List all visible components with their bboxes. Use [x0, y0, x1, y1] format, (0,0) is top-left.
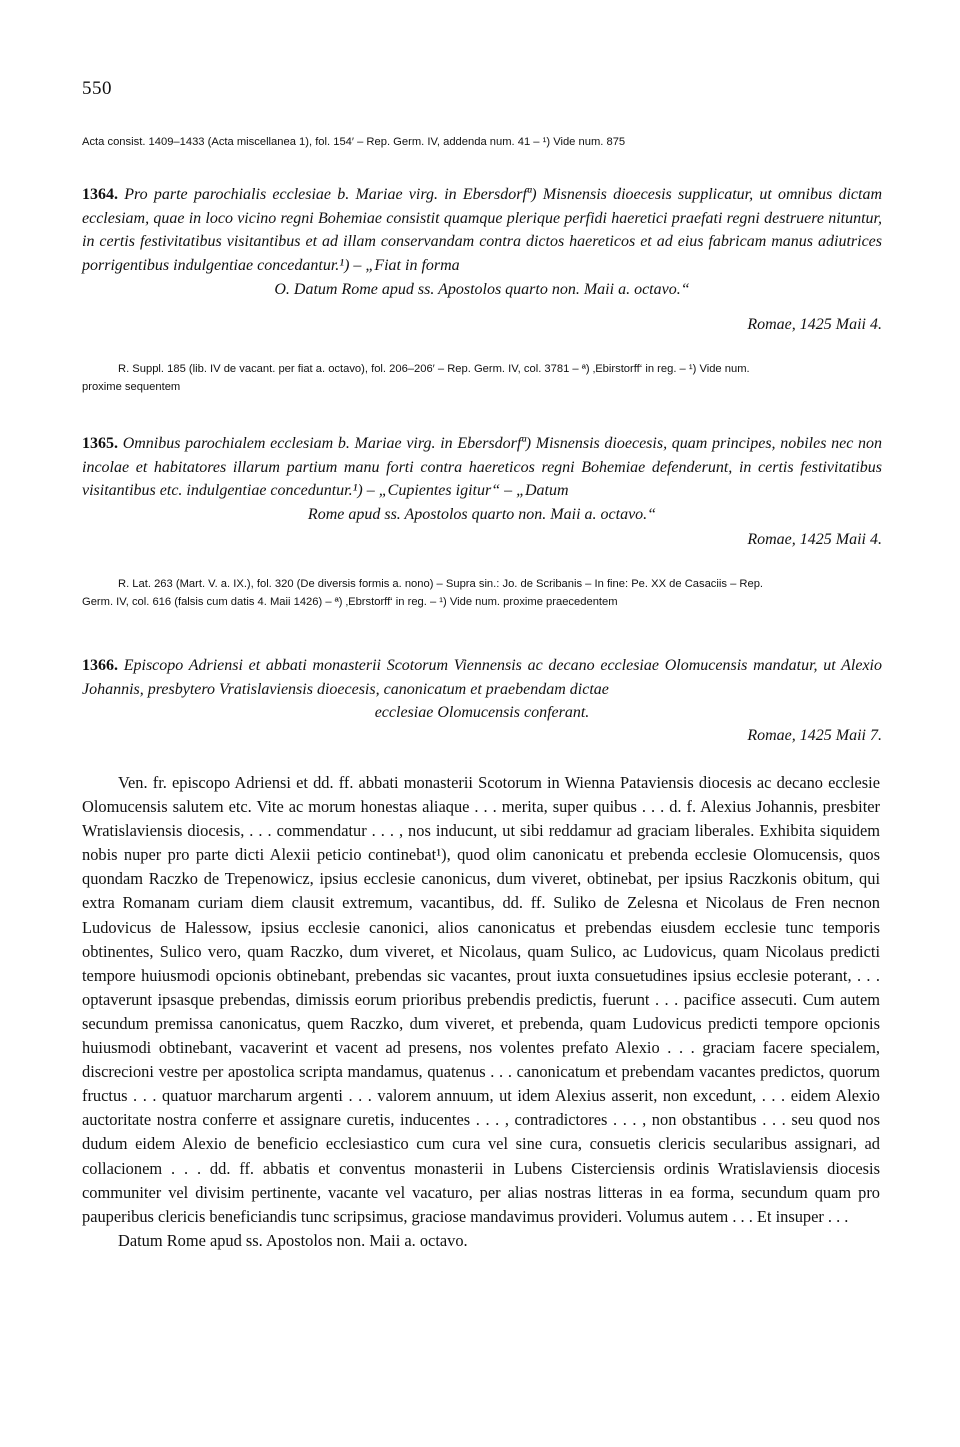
page-number: 550: [82, 78, 112, 99]
note-line: proxime sequentem: [82, 381, 181, 393]
source-note-top: Acta consist. 1409–1433 (Acta miscellanea 1), fol. 154′ – Rep. Germ. IV, addenda num. 41 – ¹) Vide num. 875: [82, 136, 626, 148]
entry-summary-end: O. Datum Rome apud ss. Apostolos quarto non. Maii a. octavo.“: [274, 280, 690, 298]
letter-closing: Datum Rome apud ss. Apostolos non. Maii a. octavo.: [118, 1230, 468, 1250]
entry-1364-note: [82, 360, 882, 396]
entry-number: 1365.: [82, 435, 118, 452]
entry-summary: Episcopo Adriensi et abbati monasterii Scotorum Viennensis ac decano ecclesiae Olomucensis mandatur, ut Alexio Johannis, presbytero Vratislaviensis dioecesis, canonicatum et praebendam dictae: [82, 657, 883, 698]
entry-number: 1364.: [82, 186, 118, 203]
letter-body: [82, 771, 880, 1253]
entry-summary-end: ecclesiae Olomucensis conferant.: [374, 704, 590, 722]
entry-1364-date: Romae, 1425 Maii 4.: [747, 316, 882, 333]
note-line: Germ. IV, col. 616 (falsis cum datis 4. Maii 1426) – ª) ‚Ebrstorff‘ in reg. – ¹) Vide num. proxime praecedentem: [82, 596, 618, 608]
entry-summary: Omnibus parochialem ecclesiam b. Mariae virg. in Ebersdorfª) Misnensis dioecesis, quam principes, nobiles nec non incolae et habitatores illarum partium manu forti contra haereticos regni Bohemiae defenderunt, in certis festivitatibus visitantibus etc. indulgentiae conceduntur.¹) – „Cupientes igitur“ – „Datum: [82, 435, 883, 500]
entry-summary-end: Rome apud ss. Apostolos quarto non. Maii a. octavo.“: [307, 506, 657, 524]
entry-number: 1366.: [82, 657, 118, 674]
note-line: R. Lat. 263 (Mart. V. a. IX.), fol. 320 (De diversis formis a. nono) – Supra sin.: Jo. de Scribanis – In fine: Pe. XX de Casaciis – Rep.: [118, 578, 764, 590]
letter-paragraph: Ven. fr. episcopo Adriensi et dd. ff. abbati monasterii Scotorum in Wienna Pataviensis diocesis ac decano ecclesie Olomucensis salutem etc. Vite ac morum honestas aliaque . . . merita, super quibus . . . d. f. Alexius Johannis, presbiter Wratislaviensis diocesis, . . . commendatur . . . , nos inducunt, ut sibi reddamur ad graciam liberales. Exhibita siquidem nobis nuper pro parte dicti Alexii peticio continebat¹), quod olim canonicatu et prebenda ecclesie Olomucensis, quos quondam Raczko de Trepenowicz, ipsius ecclesie canonicus, dum viveret, obtinebat, per ipsius Raczkonis obitum, qui extra Romanam curiam diem clausit extremum, vacantibus, dd. ff. Suliko de Zelesna et Nicolaus de Fren necnon Ludovicus de Halessow, ipsius ecclesie canonici, alios canonicatus et prebendas eiusdem ecclesie tunc temporis obtinentes, Sulico vero, quam Raczko, dum viveret, et Nicolaus, quam Sulico, ac Ludovicus, quam Nicolaus predicti tempore huiusmodi opcionis obtinebant, prebendas sic vacantes, prout iuxta consuetudines ipsius ecclesie poterant, . . . optaverunt ipsasque prebendas, dimissis eorum prioribus prebendis predictis, fuerunt . . . pacifice assecuti. Cum autem secundum premissa canonicatus, quem Raczko, dum viveret, et prebenda, quam Ludovicus predicti tempore opcionis huiusmodi obtinebant, vacaverint et vacent ad presens, nos volentes prefato Alexio . . . graciam facere specialem, discrecioni vestre per apostolica scripta mandamus, quatenus . . . canonicatum et prebendam vacantes predictos, quorum fructus . . . quatuor marcharum argenti . . . valorem annuum, ut idem Alexius asserit, non excedunt, . . . eidem Alexio auctoritate nostra conferre et assignare curetis, inducentes . . . , contradictores . . . , non obstantibus . . . seu quod nos dudum eidem Alexio de beneficio ecclesiastico cum cura vel sine cura, consuetis clericis secularibus assignari, ad collacionem . . . dd. ff. abbatis et conventus monasterii in Lubens Cisterciensis ordinis Wratislaviensis diocesis communiter vel divisim pertinente, vacante vel vacaturo, per alias nostras litteras in ea forma, secundum quam pro pauperibus clericis beneficiandis tunc scripsimus, graciose mandavimus provideri. Volumus autem . . . Et insuper . . .: [82, 773, 880, 1226]
entry-1365-date: Romae, 1425 Maii 4.: [747, 531, 882, 548]
entry-1366-summary: [82, 654, 882, 725]
note-line: R. Suppl. 185 (lib. IV de vacant. per fiat a. octavo), fol. 206–206′ – Rep. Germ. IV, col. 3781 – ª) ‚Ebirstorff‘ in reg. – ¹) Vide num.: [118, 363, 750, 375]
entry-1366-date: Romae, 1425 Maii 7.: [747, 727, 882, 744]
entry-1364-summary: [82, 183, 882, 302]
entry-summary: Pro parte parochialis ecclesiae b. Mariae virg. in Ebersdorfª) Misnensis dioecesis supplicatur, ut omnibus dictam ecclesiam, quae in loco vicino regni Bohemiae consistit quamque plerique perfidi haeretici praefati regni destruere nituntur, in certis festivitatibus visitantibus et ad illam conservandam contra dictos haereticos et ad eius fabricam manus adiutrices porrigentibus indulgentiae concedantur.¹) – „Fiat in forma: [82, 186, 882, 275]
entry-1365-note: [82, 575, 882, 611]
entry-1365-summary: [82, 432, 882, 527]
